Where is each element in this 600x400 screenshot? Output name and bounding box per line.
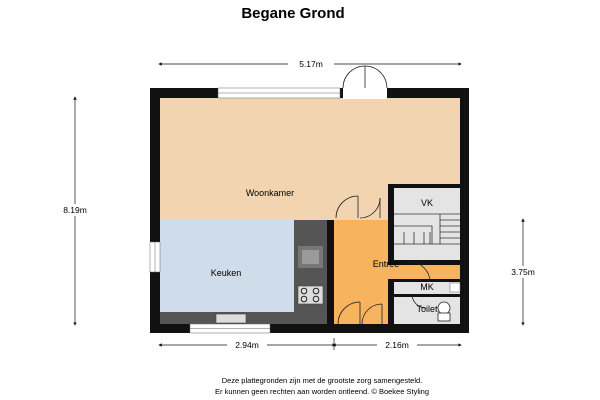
- kitchen-window-sink: [216, 314, 246, 323]
- disclaimer-line-1: Deze plattegronden zijn met de grootste zorg samengesteld.: [221, 376, 423, 385]
- kitchen-area: [160, 220, 294, 312]
- stair-wall-north: [388, 184, 460, 188]
- room-label-keuken: Keuken: [210, 268, 242, 278]
- dim-width-kitchen: 2.94m: [235, 340, 259, 350]
- room-label-vk: VK: [420, 198, 434, 208]
- dim-depth-entrance: 3.75m: [511, 267, 535, 277]
- room-label-mk: MK: [420, 282, 434, 292]
- dim-width-entrance: 2.16m: [385, 340, 409, 350]
- room-label-entree: Entree: [372, 259, 400, 269]
- page-title: Begane Grond: [241, 5, 345, 22]
- toilet-wall-west: [388, 279, 394, 324]
- entrance-area: [334, 220, 388, 324]
- room-label-woonkamer: Woonkamer: [245, 188, 295, 198]
- stair-wall-west: [388, 184, 394, 260]
- dim-width-total: 5.17m: [299, 59, 323, 69]
- room-label-toilet: Toilet: [416, 304, 438, 314]
- toilet-wall-north: [388, 294, 460, 297]
- entrance-wall-west: [327, 220, 334, 324]
- meter-box: [450, 283, 460, 292]
- disclaimer-line-2: Er kunnen geen rechten aan worden ontleend. © Boekee Styling: [214, 387, 430, 396]
- dim-depth-total: 8.19m: [63, 205, 87, 215]
- kitchen-sink-basin: [302, 250, 319, 264]
